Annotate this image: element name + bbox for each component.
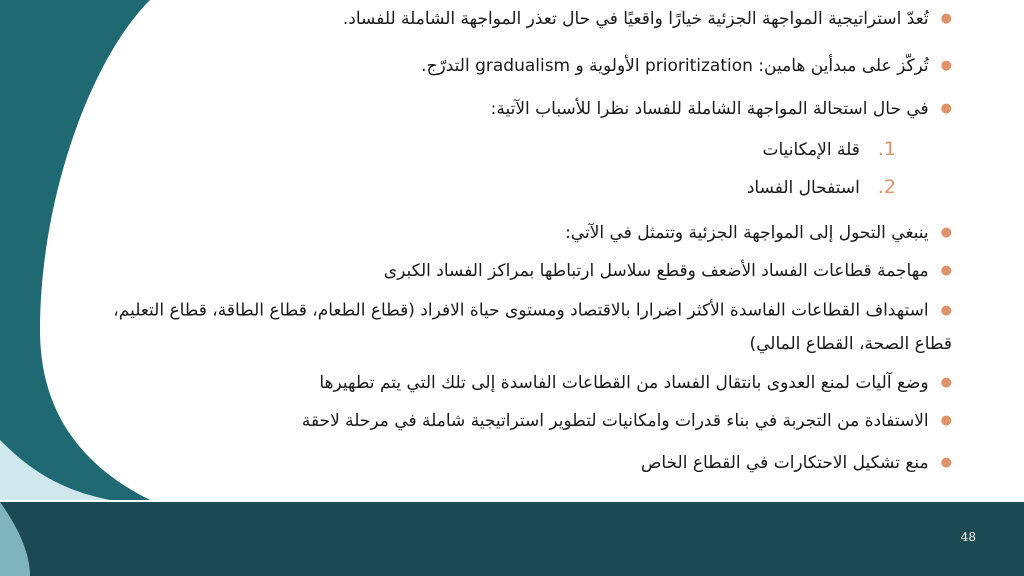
bullet-dot-icon: ● xyxy=(940,101,952,116)
bullet-dot-icon: ● xyxy=(940,225,952,240)
item-text: قلة الإمكانيات xyxy=(762,140,860,160)
bullet-item xyxy=(641,452,952,474)
bullet-dot-icon: ● xyxy=(940,303,952,318)
bullet-dot-icon: ● xyxy=(940,375,952,390)
bullet-dot-icon: ● xyxy=(940,413,952,428)
bullet-dot-icon: ● xyxy=(940,11,952,26)
bullet-text: ينبغي التحول إلى المواجهة الجزئية وتتمثل في الآتي: xyxy=(565,223,929,243)
item-text: استفحال الفساد xyxy=(746,178,860,198)
bullet-text: مهاجمة قطاعات الفساد الأضعف وقطع سلاسل ارتباطها بمراكز الفساد الكبرى xyxy=(383,261,929,281)
page-number: 48 xyxy=(960,530,976,544)
bullet-item xyxy=(343,8,952,30)
item-number: 2. xyxy=(877,176,896,198)
bullet-item xyxy=(565,222,952,244)
bullet-item xyxy=(72,294,952,361)
numbered-item xyxy=(762,138,896,161)
bullet-text: تُعدّ استراتيجية المواجهة الجزئية خيارًا واقعيًا في حال تعذر المواجهة الشاملة للفساد. xyxy=(342,9,929,29)
bullet-dot-icon: ● xyxy=(940,58,952,73)
item-number: 1. xyxy=(877,138,896,160)
slide-content xyxy=(24,0,952,500)
bullet-item xyxy=(302,410,952,432)
bottom-footer-band xyxy=(0,502,1024,576)
bullet-text: منع تشكيل الاحتكارات في القطاع الخاص xyxy=(640,453,929,473)
bullet-item xyxy=(319,372,952,394)
numbered-item xyxy=(747,176,896,199)
bullet-text: الاستفادة من التجربة في بناء قدرات وامكانيات لتطوير استراتيجية شاملة في مرحلة لاحقة xyxy=(301,411,929,431)
bullet-dot-icon: ● xyxy=(940,263,952,278)
bullet-item xyxy=(491,98,952,120)
bullet-text: استهداف القطاعات الفاسدة الأكثر اضرارا بالاقتصاد ومستوى حياة الافراد (قطاع الطعام، قطاع الطاقة، قطاع التعليم، قطاع الصحة، القطاع المالي) xyxy=(113,300,952,354)
bullet-text: وضع آليات لمنع العدوى بانتقال الفساد من القطاعات الفاسدة إلى تلك التي يتم تطهيرها xyxy=(319,373,929,393)
bullet-item xyxy=(384,260,952,282)
bullet-text: تُركّز على مبدأين هامين: prioritization الأولوية و gradualism التدرّج. xyxy=(421,56,929,76)
bullet-dot-icon: ● xyxy=(940,455,952,470)
bullet-item xyxy=(421,55,952,77)
bullet-text: في حال استحالة المواجهة الشاملة للفساد نظرا للأسباب الآتية: xyxy=(490,99,929,119)
